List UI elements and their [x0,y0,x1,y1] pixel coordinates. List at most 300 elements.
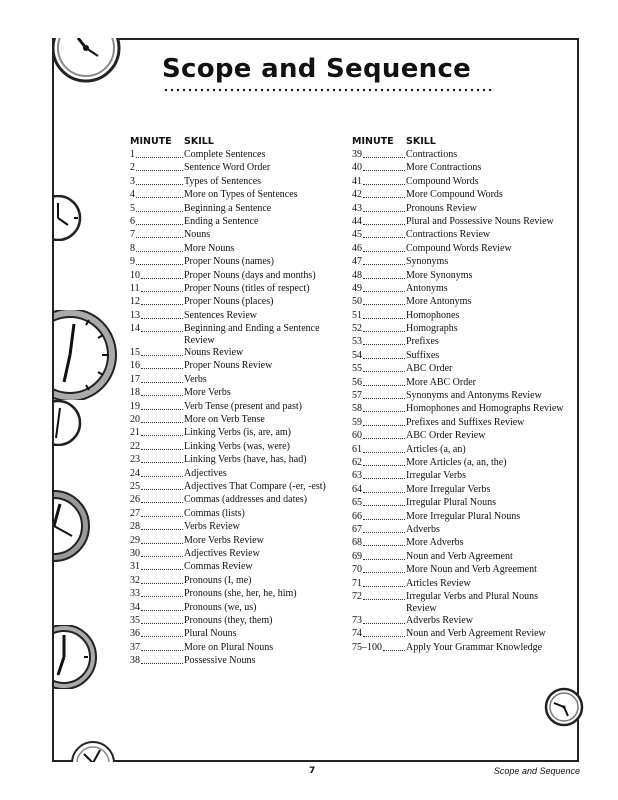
dot-leader [363,484,405,493]
clock-icon [70,740,116,762]
minute-number [130,387,184,400]
dot-leader [363,511,405,520]
skill-name: More Verbs [184,387,231,399]
minute-value: 70 [352,564,362,576]
list-item [130,468,342,481]
skill-name: ABC Order [406,363,453,375]
minute-value: 45 [352,229,362,241]
minute-number [130,521,184,534]
skill-name: Proper Nouns (titles of respect) [184,282,310,294]
minute-value: 14 [130,323,140,335]
minute-number [352,203,406,216]
minute-number [130,203,184,216]
dot-leader [141,602,183,611]
minute-number [352,176,406,189]
minute-number [130,374,184,387]
dot-leader [363,417,405,426]
minute-value: 62 [352,456,362,468]
list-item [130,360,342,373]
list-item [352,470,564,483]
minute-value: 64 [352,483,362,495]
minute-number [352,430,406,443]
clock-icon [54,38,122,88]
list-item [130,243,342,256]
minute-number [130,508,184,521]
minute-number [130,270,184,283]
dot-leader [141,441,183,450]
minute-number [130,602,184,615]
skill-header: SKILL [184,136,214,147]
minute-value: 50 [352,296,362,308]
minute-value: 10 [130,269,140,281]
list-item [130,296,342,309]
page-number: 7 [309,766,316,776]
skill-name: Sentences Review [184,309,258,321]
list-item [130,655,342,668]
minute-number [352,578,406,591]
dot-leader [141,468,183,477]
list-item [130,588,342,601]
dot-leader [363,403,405,412]
minute-value: 47 [352,256,362,268]
skill-name: Adjectives [184,467,227,479]
skill-name: Pronouns Review [406,202,477,214]
skill-name: Complete Sentences [184,149,266,160]
dot-leader [363,149,405,158]
skill-name: Beginning and Ending a Sentence Review [184,323,320,347]
skill-name: Suffixes [406,349,440,361]
minute-value: 8 [130,242,135,254]
minute-number [130,548,184,561]
clock-icon [54,195,82,241]
dot-leader [141,655,183,664]
skill-name: Compound Words Review [406,242,512,254]
minute-value: 21 [130,427,140,439]
skill-name: Adjectives Review [184,547,260,559]
minute-number [352,484,406,497]
minute-number [352,149,406,162]
minute-number [130,229,184,242]
minute-number [352,243,406,256]
skill-name: Adverbs Review [406,614,473,626]
minute-number [130,414,184,427]
minute-value: 36 [130,628,140,640]
dot-leader [141,360,183,369]
footer-section-title: Scope and Sequence [493,766,580,776]
right-column [352,136,564,655]
minute-number [352,417,406,430]
minute-number [352,363,406,376]
minute-value: 57 [352,390,362,402]
minute-number [130,162,184,175]
list-item [130,229,342,242]
minute-value: 19 [130,400,140,412]
minute-number [352,642,406,655]
dot-leader [363,564,405,573]
minute-number [352,323,406,336]
list-item [130,323,342,347]
list-item [352,310,564,323]
skill-name: Pronouns (she, her, he, him) [184,588,297,600]
list-item [352,323,564,336]
minute-number [130,628,184,641]
dot-leader [363,628,405,637]
skill-name: Linking Verbs (is, are, am) [184,427,292,439]
list-item [130,256,342,269]
minute-value: 67 [352,523,362,535]
skill-name: Contractions [406,149,458,160]
list-item [130,310,342,323]
dot-leader [141,615,183,624]
list-item [352,642,564,655]
minute-value: 1 [130,149,135,160]
dot-leader [136,149,183,158]
skill-name: Prefixes and Suffixes Review [406,416,525,428]
minute-value: 2 [130,162,135,174]
dot-leader [141,561,183,570]
skill-name: Noun and Verb Agreement [406,550,513,562]
minute-value: 56 [352,376,362,388]
skill-name: More Irregular Plural Nouns [406,510,521,522]
dot-leader [363,430,405,439]
minute-value: 11 [130,282,140,294]
list-item [352,417,564,430]
dot-leader [141,323,183,332]
minute-value: 5 [130,202,135,214]
skill-name: More Noun and Verb Agreement [406,564,537,576]
minute-number [130,481,184,494]
skill-list [130,149,342,668]
minute-number [352,444,406,457]
minute-value: 31 [130,561,140,573]
dot-leader [363,203,405,212]
list-item [352,270,564,283]
minute-value: 39 [352,149,362,160]
dot-leader [141,296,183,305]
list-item [130,414,342,427]
minute-value: 18 [130,387,140,399]
minute-value: 71 [352,577,362,589]
list-item [130,203,342,216]
minute-value: 12 [130,296,140,308]
skill-name: Articles (a, an) [406,443,466,455]
minute-number [130,642,184,655]
dot-leader [141,588,183,597]
skill-name: Articles Review [406,577,471,589]
skill-name: Pronouns (they, them) [184,614,273,626]
minute-number [130,283,184,296]
dot-leader [141,270,183,279]
dot-leader [141,575,183,584]
minute-number [352,377,406,390]
dot-leader [363,524,405,533]
list-item [352,296,564,309]
minute-number [352,390,406,403]
clock-icon [54,310,120,400]
minute-number [130,561,184,574]
minute-number [130,243,184,256]
dot-leader [141,535,183,544]
minute-value: 41 [352,175,362,187]
list-item [352,564,564,577]
minute-value: 32 [130,574,140,586]
minute-value: 6 [130,215,135,227]
list-item [130,535,342,548]
list-item [130,561,342,574]
minute-header: MINUTE [352,136,394,147]
minute-value: 35 [130,614,140,626]
dot-leader [136,243,183,252]
list-item [352,484,564,497]
skill-name: Proper Nouns (names) [184,256,274,268]
minute-number [130,149,184,162]
minute-value: 3 [130,175,135,187]
skill-name: Synonyms and Antonyms Review [406,390,542,402]
list-item [352,551,564,564]
dot-leader [363,323,405,332]
minute-value: 73 [352,614,362,626]
minute-number [130,427,184,440]
dot-leader [363,578,405,587]
minute-value: 44 [352,215,362,227]
minute-number [352,591,406,615]
list-item [130,270,342,283]
minute-value: 69 [352,550,362,562]
list-item [352,591,564,615]
skill-name: Prefixes [406,336,439,348]
list-item [352,444,564,457]
list-item [130,427,342,440]
skill-name: Irregular Verbs [406,470,467,482]
minute-number [352,564,406,577]
minute-value: 28 [130,521,140,533]
minute-number [130,401,184,414]
dot-leader [141,427,183,436]
dot-leader [363,537,405,546]
skill-name: Apply Your Grammar Knowledge [406,641,543,653]
dot-leader [363,176,405,185]
dot-leader [141,283,183,292]
minute-value: 38 [130,655,140,667]
dot-leader [141,414,183,423]
list-item [352,615,564,628]
skill-name: More Synonyms [406,269,473,281]
minute-number [352,524,406,537]
minute-number [352,162,406,175]
skill-name: More on Types of Sentences [184,189,298,201]
minute-number [352,189,406,202]
skill-name: Verbs [184,373,207,385]
minute-number [130,256,184,269]
list-item [130,454,342,467]
list-item [352,578,564,591]
skill-name: Commas (addresses and dates) [184,494,308,506]
list-item [130,162,342,175]
minute-value: 52 [352,323,362,335]
column-header [352,136,564,148]
list-item [352,243,564,256]
list-item [352,216,564,229]
skill-name: Possessive Nouns [184,655,256,667]
dot-leader [363,350,405,359]
clock-icon [544,686,584,728]
skill-name: Types of Sentences [184,175,262,187]
dot-leader [363,256,405,265]
minute-value: 72 [352,590,362,602]
minute-value: 74 [352,628,362,640]
minute-value: 13 [130,309,140,321]
minute-value: 65 [352,497,362,509]
dot-leader [136,229,183,238]
list-item [352,203,564,216]
skill-name: More Verbs Review [184,534,264,546]
title-underline-dots [163,88,495,92]
minute-number [130,296,184,309]
left-column [130,136,342,668]
dot-leader [136,162,183,171]
dot-leader [363,162,405,171]
dot-leader [363,363,405,372]
minute-number [352,457,406,470]
minute-number [130,494,184,507]
list-item [352,390,564,403]
minute-number [130,441,184,454]
dot-leader [141,310,183,319]
minute-number [130,468,184,481]
list-item [130,189,342,202]
dot-leader [363,377,405,386]
minute-header: MINUTE [130,136,172,147]
list-item [130,283,342,296]
dot-leader [136,189,183,198]
minute-value: 27 [130,507,140,519]
skill-name: Proper Nouns (days and months) [184,269,316,281]
clock-icon [54,400,82,446]
minute-value: 33 [130,588,140,600]
list-item [352,256,564,269]
minute-number [130,176,184,189]
skill-name: Pronouns (I, me) [184,574,252,586]
minute-value: 75–100 [352,641,382,653]
minute-value: 17 [130,373,140,385]
dot-leader [363,336,405,345]
minute-value: 9 [130,256,135,268]
minute-number [352,216,406,229]
list-item [130,481,342,494]
list-item [130,216,342,229]
minute-number [352,628,406,641]
list-item [130,149,342,162]
dot-leader [136,176,183,185]
dot-leader [363,296,405,305]
minute-number [130,588,184,601]
list-item [352,457,564,470]
minute-value: 7 [130,229,135,241]
dot-leader [363,457,405,466]
list-item [130,575,342,588]
list-item [352,336,564,349]
skill-name: Nouns [184,229,211,241]
dot-leader [363,591,405,600]
list-item [130,548,342,561]
minute-number [352,256,406,269]
skill-name: Antonyms [406,282,448,294]
skill-name: Noun and Verb Agreement Review [406,628,546,640]
minute-number [130,655,184,668]
list-item [130,602,342,615]
minute-number [352,270,406,283]
minute-value: 46 [352,242,362,254]
minute-value: 26 [130,494,140,506]
dot-leader [363,216,405,225]
minute-number [352,310,406,323]
minute-value: 49 [352,282,362,294]
dot-leader [141,548,183,557]
dot-leader [363,283,405,292]
dot-leader [141,401,183,410]
minute-value: 4 [130,189,135,201]
list-item [130,401,342,414]
dot-leader [363,390,405,399]
skill-name: Irregular Verbs and Plural Nouns Review [406,590,539,614]
minute-number [352,336,406,349]
minute-value: 22 [130,440,140,452]
dot-leader [141,508,183,517]
minute-value: 15 [130,347,140,359]
dot-leader [136,256,183,265]
dot-leader [363,229,405,238]
skill-name: More Antonyms [406,296,472,308]
minute-number [130,310,184,323]
list-item [352,176,564,189]
minute-value: 54 [352,349,362,361]
dot-leader [363,189,405,198]
skill-name: Homophones [406,309,460,321]
list-item [130,521,342,534]
minute-number [130,189,184,202]
dot-leader [363,615,405,624]
skill-name: Proper Nouns (places) [184,296,274,308]
minute-number [352,403,406,416]
skill-header: SKILL [406,136,436,147]
minute-value: 60 [352,430,362,442]
skill-name: More Nouns [184,242,235,254]
skill-name: Sentence Word Order [184,162,271,174]
dot-leader [136,216,183,225]
dot-leader [141,481,183,490]
skill-name: More Articles (a, an, the) [406,456,507,468]
dot-leader [141,374,183,383]
list-item [130,508,342,521]
skill-name: ABC Order Review [406,430,486,442]
dot-leader [141,494,183,503]
minute-value: 66 [352,510,362,522]
list-item [352,377,564,390]
minute-number [130,347,184,360]
minute-number [352,229,406,242]
minute-number [352,296,406,309]
minute-number [130,323,184,347]
dot-leader [141,628,183,637]
skill-list [352,149,564,655]
minute-value: 61 [352,443,362,455]
column-header [130,136,342,148]
minute-value: 55 [352,363,362,375]
list-item [130,347,342,360]
list-item [352,497,564,510]
list-item [352,511,564,524]
skill-name: Synonyms [406,256,449,268]
